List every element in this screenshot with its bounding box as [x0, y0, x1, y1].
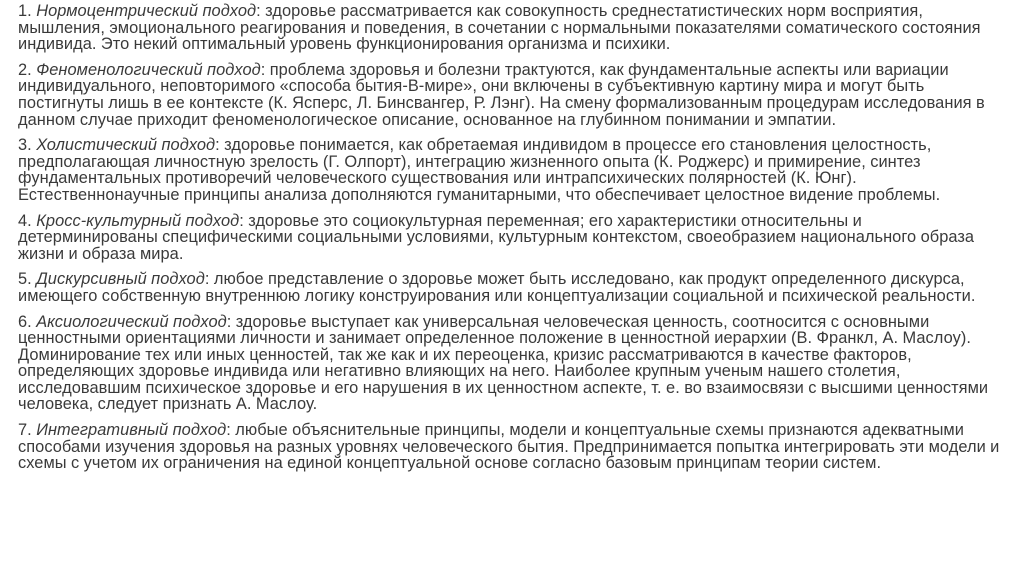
approach-term: Холистический подход [36, 136, 216, 155]
paragraph-axiological [18, 314, 1002, 414]
approach-term: Кросс-культурный подход [36, 211, 240, 230]
paragraph-integrative [18, 422, 1002, 472]
paragraph-text: : здоровье понимается, как обретаемая индивидом в процессе его становления целостность, предполагающая личностную зрелость (Г. Олпорт), интеграцию жизненного опыта (К. Роджерс) и примирение, синтез фундаментальных противоречий человеческого существования или интрапсихических полярностей (К. Юнг). Естественнонаучные принципы анализа дополняются гуманитарными, что обеспечивает целостное видение проблемы. [18, 136, 941, 204]
approach-term: Феноменологический подход [36, 60, 261, 79]
paragraph-number: 7. [18, 421, 32, 440]
paragraph-number: 1. [18, 2, 32, 20]
approach-term: Интегративный подход [36, 421, 227, 440]
paragraph-discursive [18, 271, 1002, 304]
paragraph-number: 6. [18, 312, 32, 331]
paragraph-number: 4. [18, 211, 32, 230]
paragraph-number: 3. [18, 136, 32, 155]
paragraph-phenomenological [18, 62, 1002, 128]
paragraph-text: : проблема здоровья и болезни трактуются, как фундаментальные аспекты или вариации индивидуального, неповторимого «способа бытия-В-мире», они включены в субъективную картину мира и могут быть постигнуты лишь в ее контексте (К. Ясперс, Л. Бинсвангер, Р. Лэнг). На смену формализованным процедурам исследования в данном случае приходит феноменологическое описание, основанное на глубинном понимании и эмпатии. [18, 60, 985, 129]
paragraph-number: 5. [18, 270, 32, 289]
paragraph-cross-cultural [18, 213, 1002, 263]
approach-term: Аксиологический подход [36, 312, 227, 331]
paragraph-text: : здоровье рассматривается как совокупность среднестатистических норм восприятия, мышления, эмоционального реагирования и поведения, в сочетании с нормальными показателями соматического состояния индивида. Это некий оптимальный уровень функционирования организма и психики. [18, 2, 981, 54]
paragraph-holistic [18, 137, 1002, 203]
approach-term: Нормоцентрический подход [36, 2, 257, 20]
approach-term: Дискурсивный подход [36, 270, 205, 289]
paragraph-normocentric [18, 3, 1002, 53]
paragraph-text: : здоровье это социокультурная переменная; его характеристики относительны и детерминированы специфическими социальными условиями, культурным контекстом, своеобразием национального образа жизни и образа мира. [18, 211, 975, 263]
paragraph-text: : любое представление о здоровье может быть исследовано, как продукт определенного дискурса, имеющего собственную внутреннюю логику конструирования или концептуализации социальной и психической реальности. [18, 270, 976, 305]
paragraph-text: : любые объяснительные принципы, модели и концептуальные схемы признаются адекватными способами изучения здоровья на разных уровнях человеческого бытия. Предпринимается попытка интегрировать эти модели и схемы с учетом их ограничения на единой концептуальной основе согласно базовым принципам теории систем. [18, 421, 1000, 473]
paragraph-text: : здоровье выступает как универсальная человеческая ценность, соотносится с основными ценностными ориентациями личности и занимает определенное положение в ценностной иерархии (В. Франкл, А. Маслоу). Доминирование тех или иных ценностей, так же как и их переоценка, кризис рассматриваются в качестве факторов, определяющих здоровье индивида или негативно влияющих на него. Наиболее крупным ученым нашего столетия, исследовавшим психическое здоровье и его нарушения в их ценностном аспекте, т. е. во взаимосвязи с высшими ценностями человека, следует признать А. Маслоу. [18, 312, 989, 414]
paragraph-number: 2. [18, 60, 32, 79]
